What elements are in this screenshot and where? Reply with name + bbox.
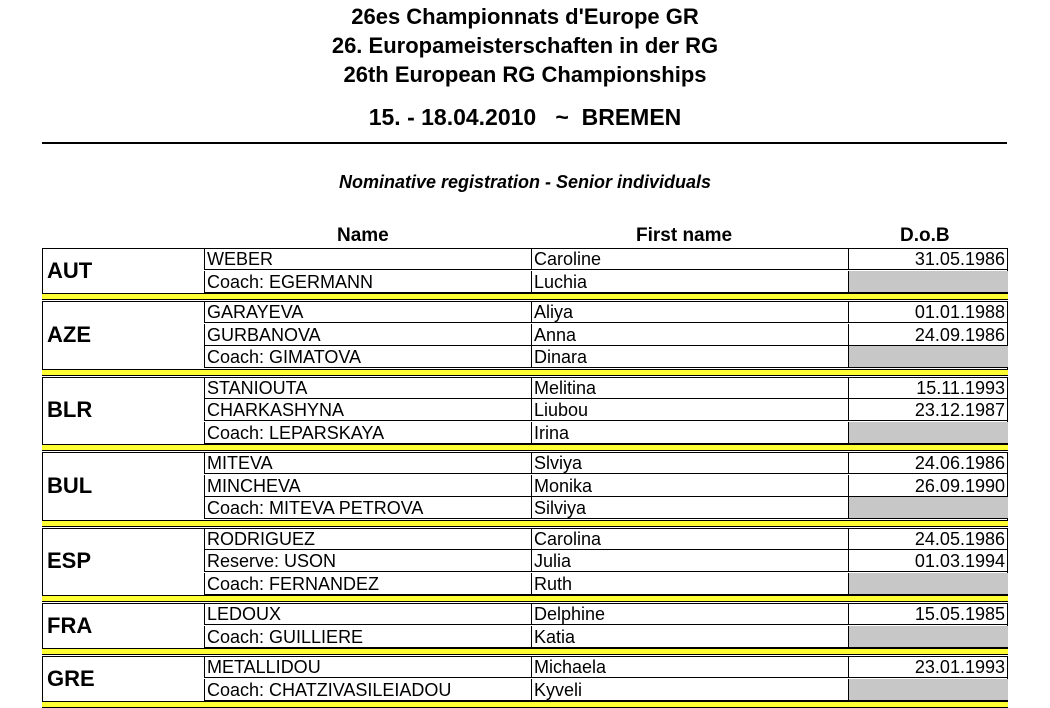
athlete-name-cell: Coach: MITEVA PETROVA: [204, 497, 531, 519]
country-group: [42, 528, 1008, 596]
country-code: AZE: [47, 321, 91, 347]
first-name-cell: Slviya: [531, 452, 848, 474]
athlete-name-cell: Coach: EGERMANN: [204, 271, 531, 293]
country-group: [42, 301, 1008, 369]
dob-cell: 23.01.1993: [848, 656, 1008, 678]
athlete-name-cell: Coach: GUILLIERE: [204, 626, 531, 648]
group-separator: [42, 444, 1008, 451]
dob-cell: [848, 346, 1008, 368]
first-name-cell: Silviya: [531, 497, 848, 519]
table-row: [43, 377, 1009, 399]
group-separator: [42, 369, 1008, 376]
athlete-name-cell: LEDOUX: [204, 603, 531, 625]
table-row: [43, 497, 1009, 519]
table-row: [43, 399, 1009, 421]
dob-cell: [848, 626, 1008, 648]
title-english: 26th European RG Championships: [343, 62, 707, 87]
group-separator: [42, 648, 1008, 655]
athlete-name-cell: MINCHEVA: [204, 475, 531, 497]
dob-cell: [848, 497, 1008, 519]
first-name-cell: Melitina: [531, 377, 848, 399]
table-row: [43, 656, 1009, 678]
country-code: BLR: [47, 397, 93, 423]
table-row: [43, 248, 1009, 270]
athlete-name-cell: WEBER: [204, 248, 531, 270]
athlete-name-cell: RODRIGUEZ: [204, 528, 531, 550]
athlete-name-cell: MITEVA: [204, 452, 531, 474]
country-group: [42, 603, 1008, 648]
dob-cell: 01.03.1994: [848, 550, 1008, 572]
first-name-cell: Caroline: [531, 248, 848, 270]
athlete-name-cell: Coach: FERNANDEZ: [204, 573, 531, 595]
first-name-cell: Monika: [531, 475, 848, 497]
group-separator: [42, 701, 1008, 708]
dob-cell: 24.06.1986: [848, 452, 1008, 474]
country-group: [42, 452, 1008, 520]
table-row: [43, 472, 1009, 498]
dob-cell: 24.09.1986: [848, 324, 1008, 346]
title-french: 26es Championnats d'Europe GR: [351, 4, 699, 29]
country-code: AUT: [47, 257, 93, 283]
table-row: [43, 573, 1009, 595]
dob-cell: [848, 573, 1008, 595]
table-row: [43, 679, 1009, 701]
first-name-cell: Anna: [531, 324, 848, 346]
first-name-cell: Aliya: [531, 301, 848, 323]
country-code: FRA: [47, 612, 93, 638]
athlete-name-cell: Coach: LEPARSKAYA: [204, 422, 531, 444]
athlete-name-cell: Reserve: USON: [204, 550, 531, 572]
title-german: 26. Europameisterschaften in der RG: [331, 33, 719, 58]
group-separator: [42, 293, 1008, 300]
first-name-cell: Dinara: [531, 346, 848, 368]
table-row: [43, 550, 1009, 572]
group-separator: [42, 520, 1008, 527]
document-subtitle: Nominative registration - Senior individuals: [338, 172, 712, 192]
dob-cell: 31.05.1986: [848, 248, 1008, 270]
dob-cell: [848, 271, 1008, 293]
country-code: BUL: [47, 472, 93, 498]
dob-cell: [848, 679, 1008, 701]
table-row: [43, 452, 1009, 474]
country-code: GRE: [47, 665, 95, 691]
dob-cell: 24.05.1986: [848, 528, 1008, 550]
dob-cell: 01.01.1988: [848, 301, 1008, 323]
first-name-cell: Carolina: [531, 528, 848, 550]
dob-cell: 15.05.1985: [848, 603, 1008, 625]
dob-cell: 23.12.1987: [848, 399, 1008, 421]
column-header-name: Name: [337, 225, 389, 246]
first-name-cell: Liubou: [531, 399, 848, 421]
athlete-name-cell: STANIOUTA: [204, 377, 531, 399]
dates-location: 15. - 18.04.2010 ~ BREMEN: [368, 104, 682, 130]
first-name-cell: Delphine: [531, 603, 848, 625]
table-row: [43, 626, 1009, 648]
athlete-name-cell: Coach: GIMATOVA: [204, 346, 531, 368]
first-name-cell: Kyveli: [531, 679, 848, 701]
first-name-cell: Irina: [531, 422, 848, 444]
dob-cell: 26.09.1990: [848, 475, 1008, 497]
athlete-name-cell: GURBANOVA: [204, 324, 531, 346]
table-row: [43, 528, 1009, 550]
first-name-cell: Katia: [531, 626, 848, 648]
athlete-name-cell: METALLIDOU: [204, 656, 531, 678]
athlete-name-cell: GARAYEVA: [204, 301, 531, 323]
first-name-cell: Michaela: [531, 656, 848, 678]
table-row: [43, 422, 1009, 444]
athlete-name-cell: CHARKASHYNA: [204, 399, 531, 421]
dob-cell: 15.11.1993: [848, 377, 1008, 399]
country-group: [42, 656, 1008, 701]
first-name-cell: Julia: [531, 550, 848, 572]
country-group: [42, 377, 1008, 445]
country-code: ESP: [47, 548, 92, 574]
dob-cell: [848, 422, 1008, 444]
country-group: [42, 248, 1008, 293]
table-row: [43, 321, 1009, 347]
group-separator: [42, 595, 1008, 602]
column-header-dob: D.o.B: [900, 225, 950, 246]
table-row: [43, 346, 1009, 368]
header-divider: [42, 142, 1007, 144]
table-row: [43, 603, 1009, 625]
first-name-cell: Luchia: [531, 271, 848, 293]
athlete-name-cell: Coach: CHATZIVASILEIADOU: [204, 679, 531, 701]
column-header-first-name: First name: [636, 225, 733, 246]
first-name-cell: Ruth: [531, 573, 848, 595]
table-row: [43, 271, 1009, 293]
table-row: [43, 301, 1009, 323]
